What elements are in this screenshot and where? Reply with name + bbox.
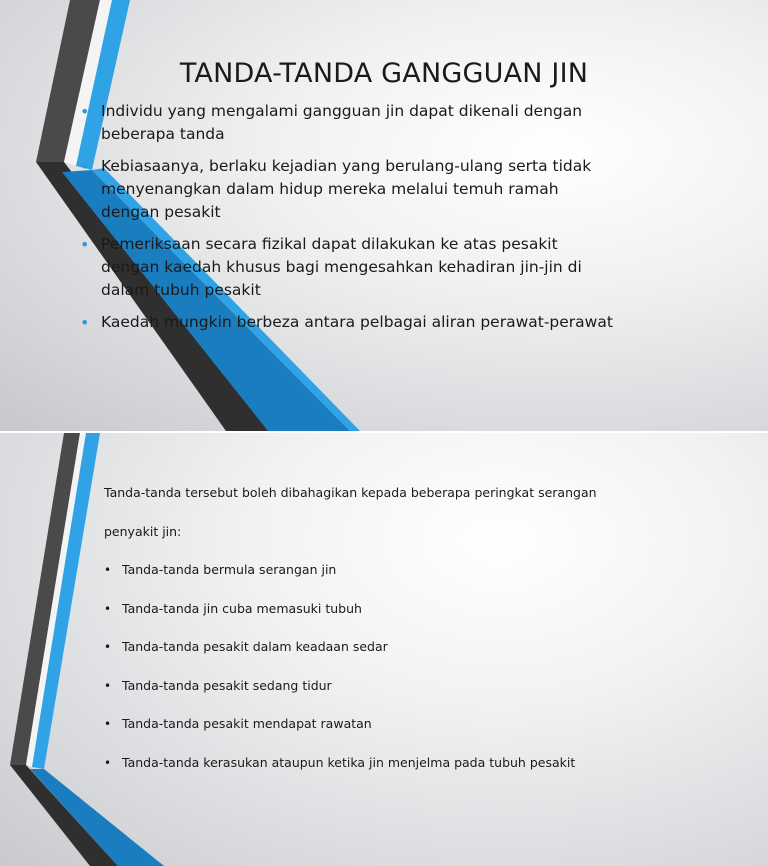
list-item: • Individu yang mengalami gangguan jin dapat dikenali dengan beberapa tanda [80, 102, 583, 143]
slide-1 [0, 0, 768, 431]
bullet-dot-icon: • [80, 235, 90, 254]
bullet-dot-icon: • [104, 717, 112, 731]
list-item: • Tanda-tanda bermula serangan jin [104, 562, 337, 577]
bullet-list [104, 561, 664, 792]
slide-title: TANDA-TANDA GANGGUAN JIN [179, 58, 589, 89]
bullet-dot-icon: • [104, 678, 112, 693]
list-item: • Tanda-tanda pesakit sedang tidur [104, 677, 332, 693]
bullet-dot-icon: • [104, 640, 112, 654]
bullet-dot-icon: • [80, 313, 90, 332]
bullet-dot-icon: • [104, 755, 112, 770]
intro-text-line-2: penyakit jin: [104, 524, 182, 539]
list-item: • Kaedah mungkin berbeza antara pelbagai aliran perawat-perawat [80, 313, 613, 332]
bullet-dot-icon: • [104, 563, 112, 577]
bullet-list [80, 100, 620, 343]
slide-2 [0, 433, 768, 866]
list-item: • Tanda-tanda kerasukan ataupun ketika jin menjelma pada tubuh pesakit [104, 754, 576, 770]
bullet-dot-icon: • [104, 601, 112, 616]
list-item: • Tanda-tanda jin cuba memasuki tubuh [104, 600, 362, 616]
list-item: • Pemeriksaan secara fizikal dapat dilakukan ke atas pesakit dengan kaedah khusus bagi mengesahkan kehadiran jin-jin di dalam tubuh pesakit [80, 235, 582, 299]
list-item: • Tanda-tanda pesakit dalam keadaan sedar [104, 639, 388, 654]
bullet-dot-icon: • [80, 102, 90, 121]
intro-text-line-1: Tanda-tanda tersebut boleh dibahagikan kepada beberapa peringkat serangan [104, 485, 597, 500]
list-item: • Kebiasaanya, berlaku kejadian yang berulang-ulang serta tidak menyenangkan dalam hidup mereka melalui temuh ramah dengan pesakit [80, 157, 592, 221]
bullet-dot-icon: • [80, 157, 90, 176]
list-item: • Tanda-tanda pesakit mendapat rawatan [104, 716, 372, 731]
